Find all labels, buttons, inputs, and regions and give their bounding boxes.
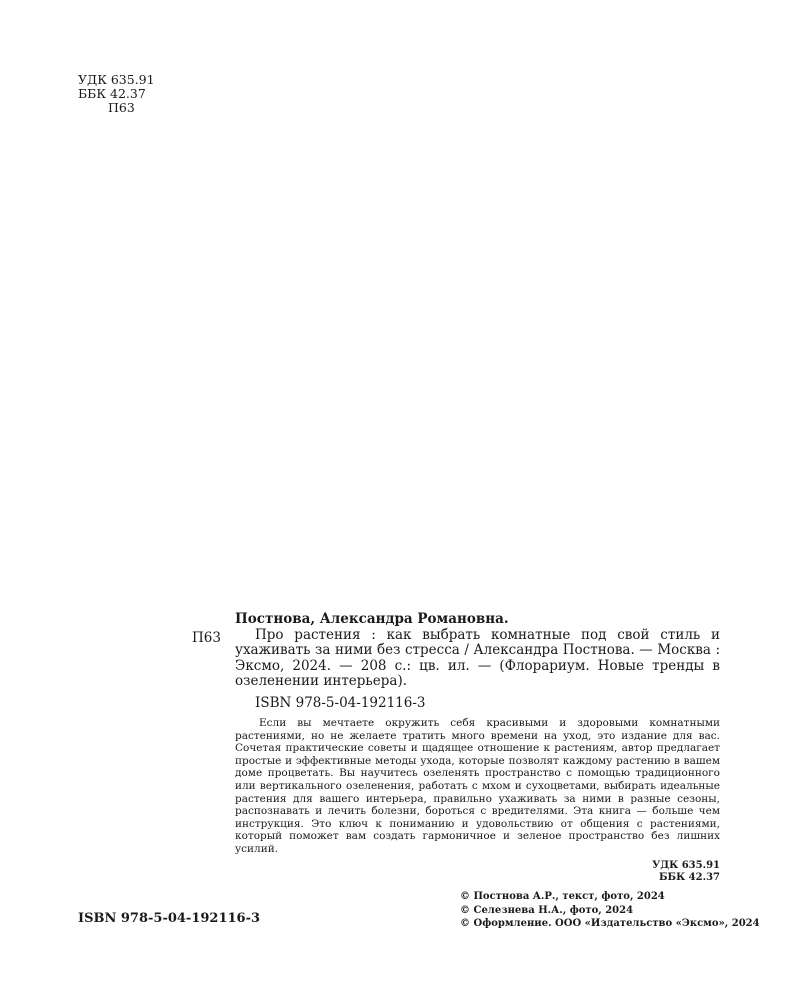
author-heading: Постнова, Александра Романовна. — [235, 611, 509, 627]
bibliographic-record — [235, 612, 720, 885]
catalog-udk: УДК 635.91 — [652, 859, 720, 871]
author-mark: П63 — [108, 100, 135, 115]
catalog-bbk: ББК 42.37 — [659, 872, 720, 884]
catalog-author-mark: П63 — [192, 630, 221, 646]
top-classification-codes — [78, 73, 155, 115]
catalog-codes — [235, 860, 720, 885]
bibliographic-description: Про растения : как выбрать комнатные под свой стиль и ухаживать за ними без стресса / Александра Постнова. — Москва : Эксмо, 2024. — 208 с.: цв. ил. — (Флорариум. Новые тренды в озеленении интерьера). — [235, 626, 720, 689]
isbn-bottom: ISBN 978-5-04-192116-3 — [78, 911, 261, 926]
copyright-line: © Селезнева Н.А., фото, 2024 — [460, 904, 634, 916]
copyright-line: © Оформление. ООО «Издательство «Эксмо», 2024 — [460, 918, 760, 929]
annotation-text: Если вы мечтаете окружить себя красивыми и здоровыми комнатными растениями, но не желаете тратить много времени на уход, это издание для вас. Сочетая практические советы и щадящее отношение к растениям, автор предлагает простые и эффективные методы ухода, которые позволят каждому растению в вашем доме процветать. Вы научитесь озеленять пространство с помощью традиционного или вертикального озеленения, работать с мхом и сухоцветами, выбирать идеальные растения для вашего интерьера, правильно ухаживать за ними в разные сезоны, распознавать и лечить болезни, бороться с вредителями. Эта книга — больше чем инструкция. Это ключ к пониманию и удовольствию от общения с растениями, который поможет вам создать гармоничное и зеленое пространство без лишних усилий. — [235, 717, 720, 855]
catalog-isbn: ISBN 978-5-04-192116-3 — [255, 694, 426, 711]
copyright-block — [460, 890, 760, 931]
bbk-code: ББК 42.37 — [78, 86, 146, 101]
copyright-line: © Постнова А.Р., текст, фото, 2024 — [460, 891, 665, 902]
udk-code: УДК 635.91 — [78, 72, 155, 87]
